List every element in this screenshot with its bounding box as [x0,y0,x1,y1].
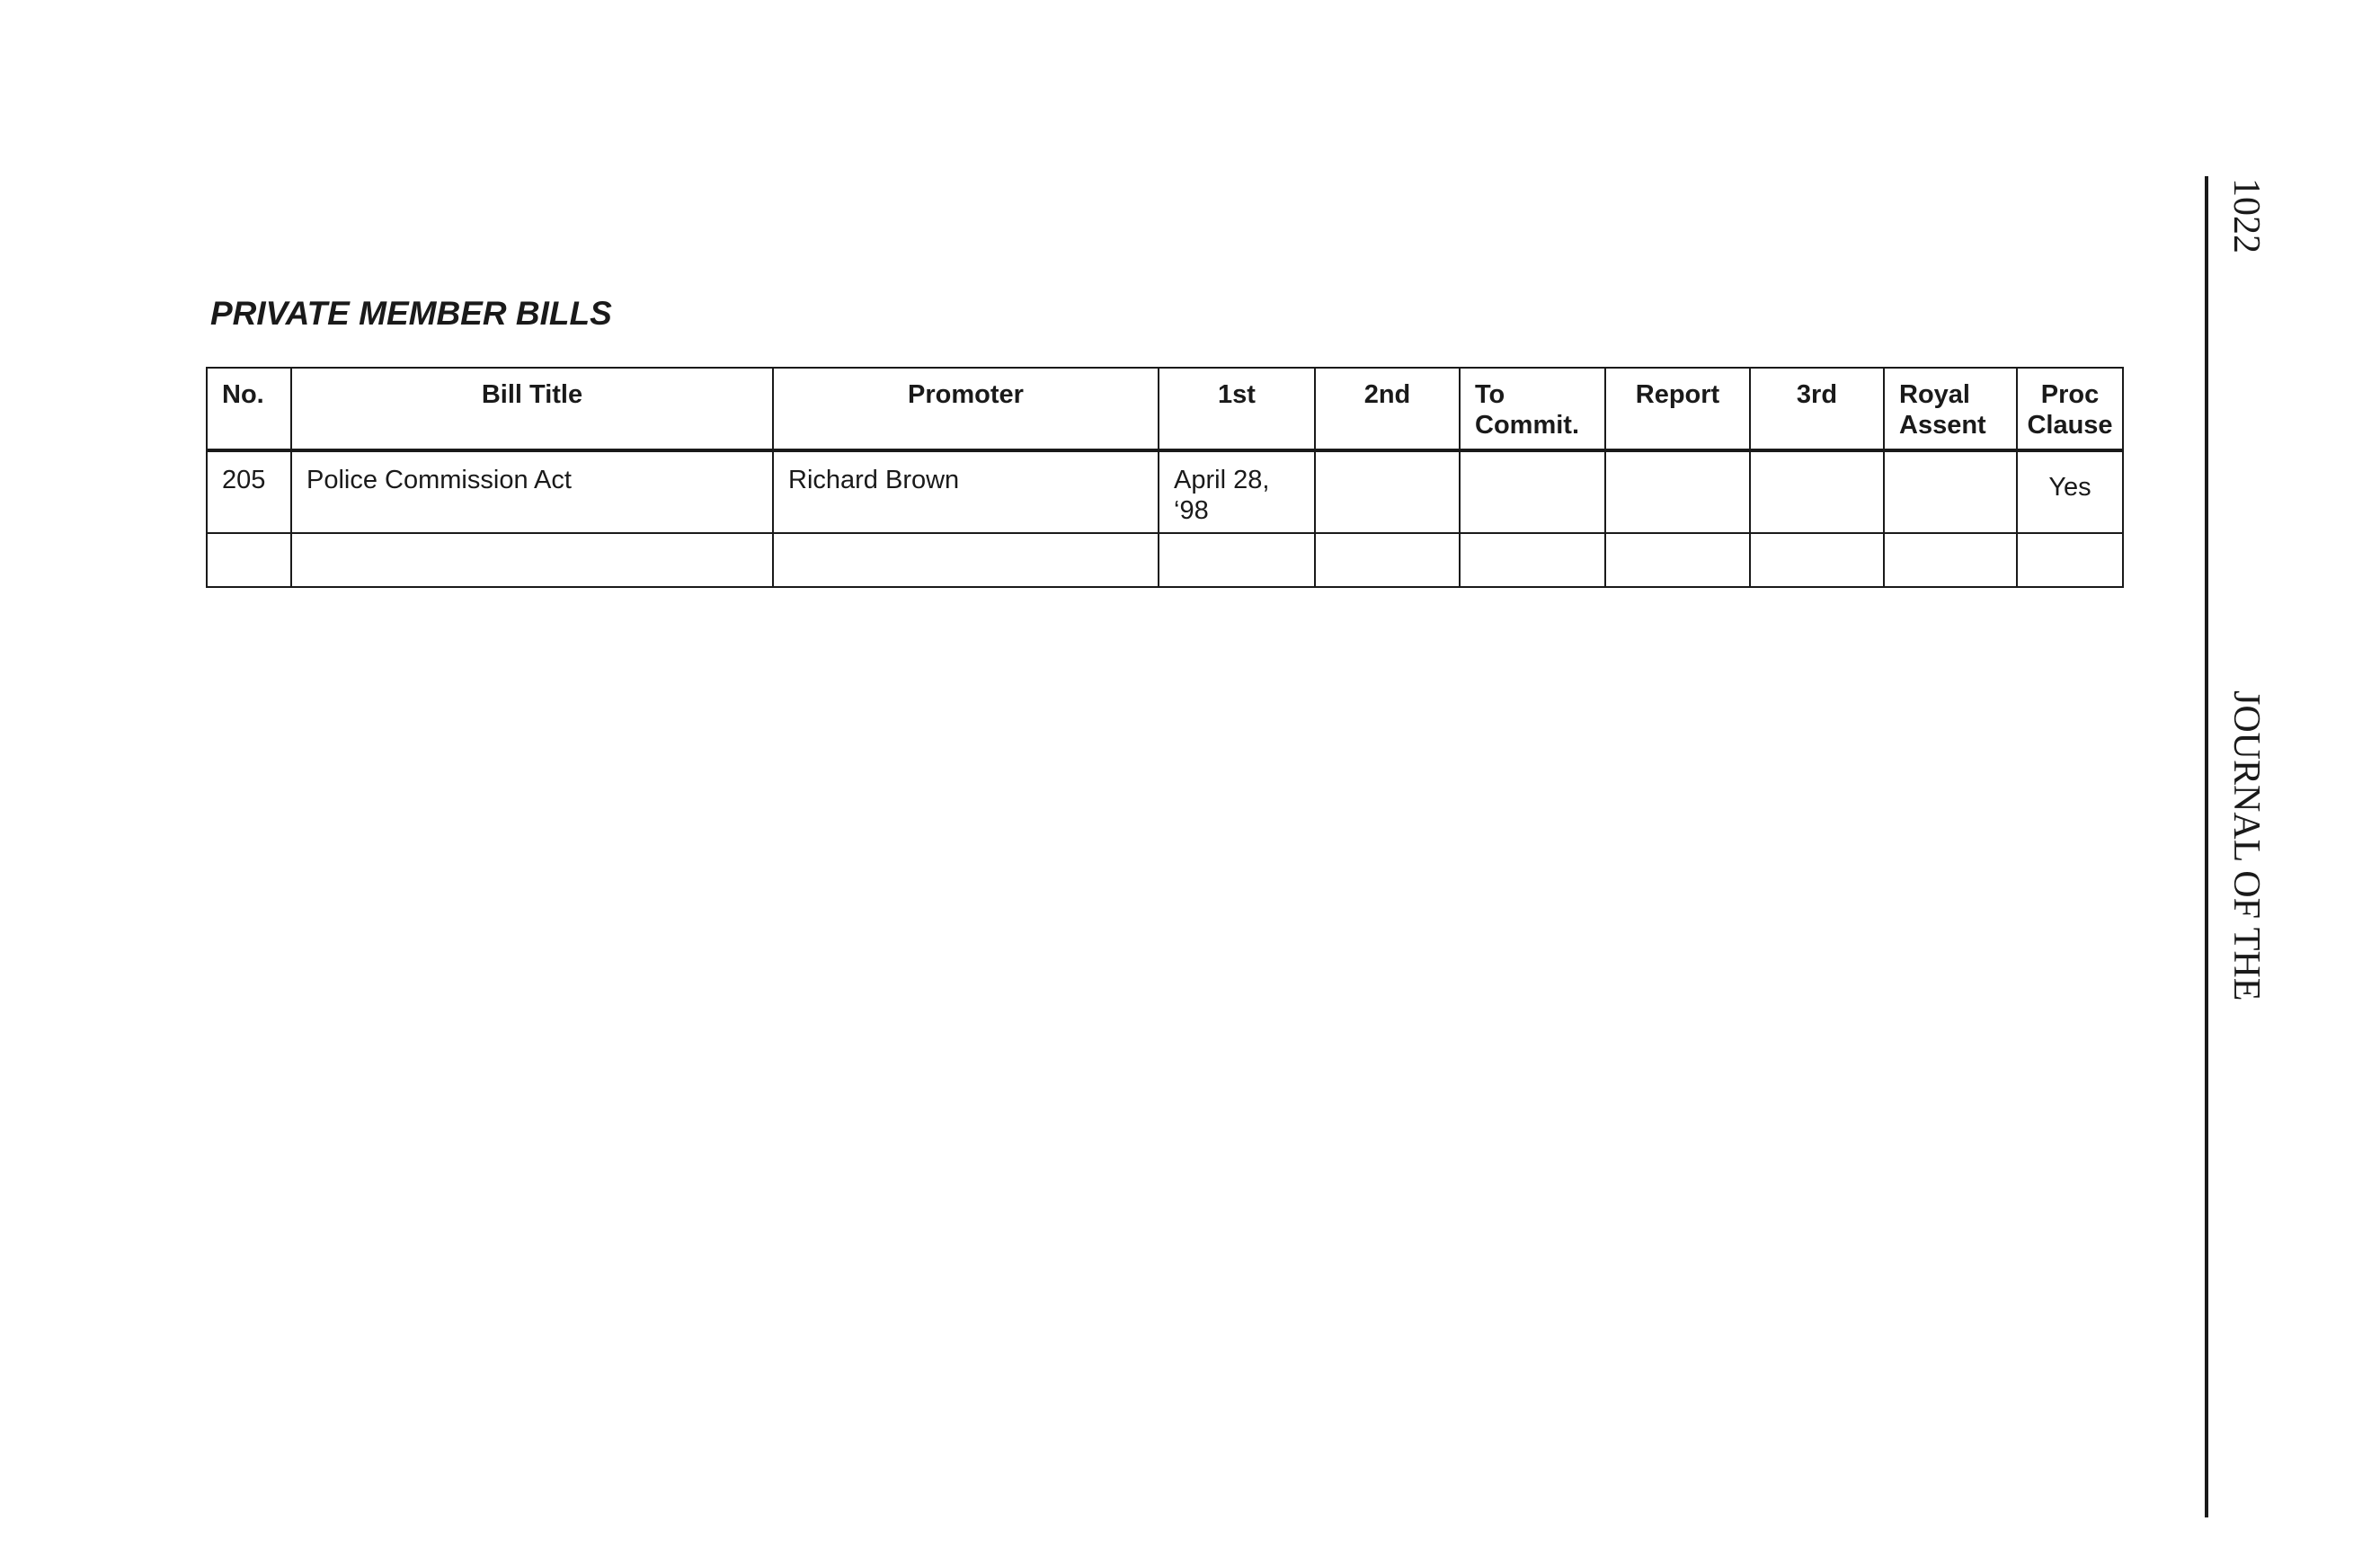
cell-report [1605,450,1750,533]
column-header-proc-clause [2017,368,2123,450]
column-header-second: 2nd [1315,368,1460,450]
column-header-to-commit-line2: Commit. [1475,411,1579,440]
empty-cell [1884,533,2017,587]
table-body [207,450,2123,587]
cell-promoter: Richard Brown [773,450,1159,533]
empty-cell [773,533,1159,587]
cell-second [1315,450,1460,533]
empty-cell [207,533,291,587]
cell-to-commit [1460,450,1605,533]
cell-first-line1: April 28, [1174,466,1270,494]
column-header-proc-clause-line2: Clause [2027,411,2113,440]
column-header-to-commit [1460,368,1605,450]
column-header-no: No. [207,368,291,450]
cell-third [1750,450,1884,533]
empty-cell [2017,533,2123,587]
cell-no: 205 [207,450,291,533]
cell-royal-assent [1884,450,2017,533]
page-number: 1022 [2225,178,2267,254]
cell-first [1159,450,1315,533]
column-header-proc-clause-line1: Proc [2040,380,2100,409]
column-header-royal-assent-line2: Assent [1899,411,1986,440]
empty-cell [1605,533,1750,587]
table-row-empty [207,533,2123,587]
private-member-bills-table [206,367,2124,588]
column-header-report: Report [1605,368,1750,450]
column-header-first: 1st [1159,368,1315,450]
column-header-promoter: Promoter [773,368,1159,450]
running-head: JOURNAL OF THE [2225,690,2267,1001]
cell-bill-title: Police Commission Act [291,450,773,533]
column-header-royal-assent [1884,368,2017,450]
table-header [207,368,2123,450]
header-row [207,368,2123,450]
section-title: PRIVATE MEMBER BILLS [210,295,612,332]
cell-first-line2: ‘98 [1174,496,1209,525]
table-row [207,450,2123,533]
margin-rule [2205,176,2208,1517]
column-header-third: 3rd [1750,368,1884,450]
column-header-bill-title: Bill Title [291,368,773,450]
column-header-royal-assent-line1: Royal [1899,380,1970,409]
column-header-to-commit-line1: To [1475,380,1505,409]
empty-cell [1159,533,1315,587]
cell-proc-clause: Yes [2017,450,2123,533]
empty-cell [1315,533,1460,587]
empty-cell [291,533,773,587]
empty-cell [1750,533,1884,587]
empty-cell [1460,533,1605,587]
